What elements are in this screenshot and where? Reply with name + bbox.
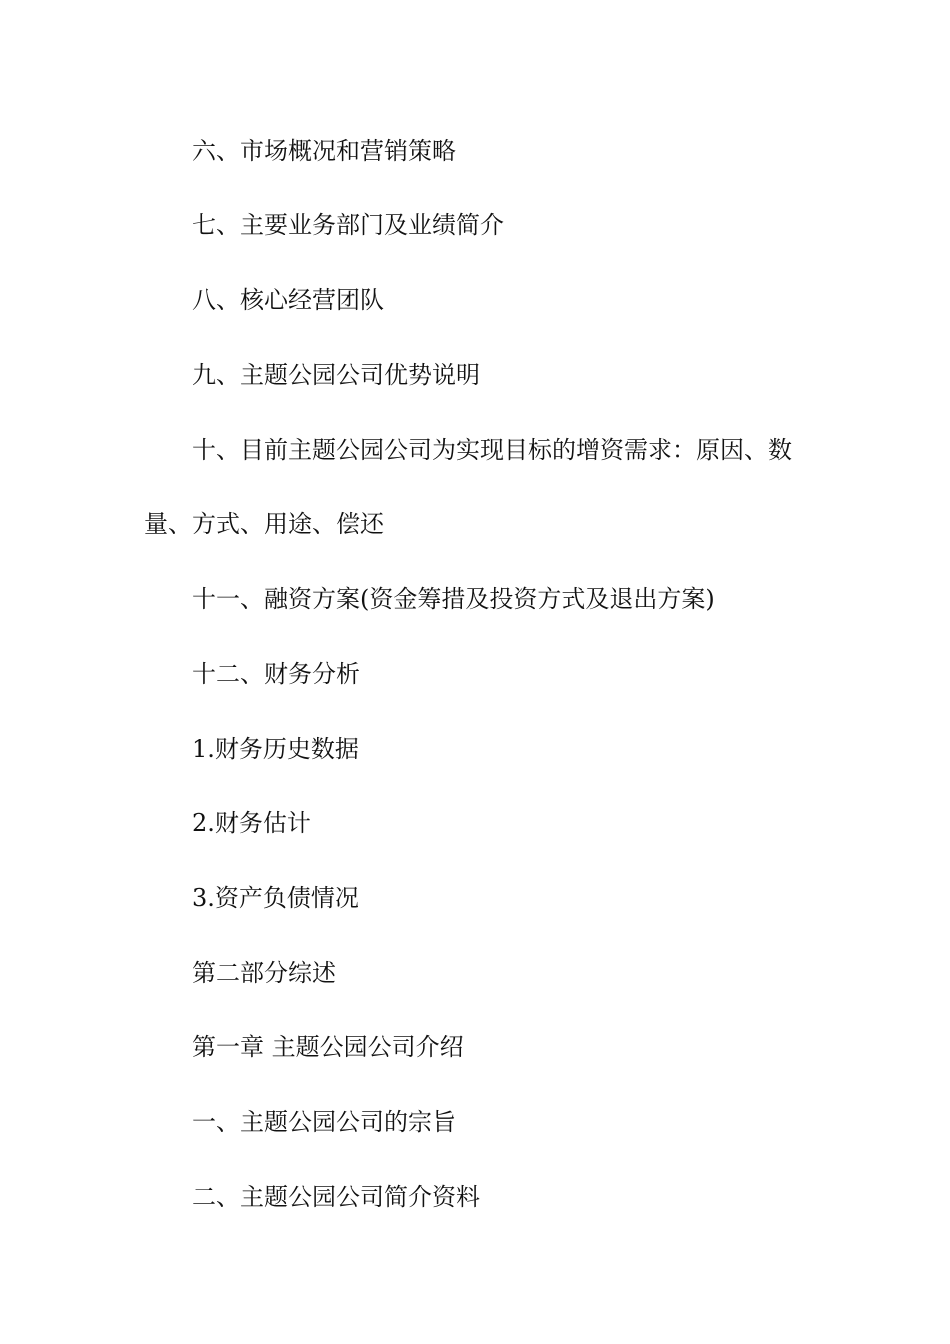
- toc-part-2: 第二部分综述: [192, 959, 336, 987]
- toc-item-10-continued: 量、方式、用途、偿还: [144, 510, 384, 538]
- toc-item-8: 八、核心经营团队: [192, 286, 384, 314]
- toc-section-2: 二、主题公园公司简介资料: [192, 1183, 480, 1211]
- toc-section-1: 一、主题公园公司的宗旨: [192, 1108, 456, 1136]
- toc-item-7: 七、主要业务部门及业绩简介: [192, 211, 504, 239]
- toc-chapter-1: 第一章 主题公园公司介绍: [192, 1033, 464, 1061]
- toc-subitem-1: 1.财务历史数据: [192, 735, 359, 763]
- toc-item-11: 十一、融资方案(资金筹措及投资方式及退出方案): [192, 585, 715, 613]
- toc-item-10: 十、目前主题公园公司为实现目标的增资需求：原因、数: [192, 436, 792, 464]
- toc-item-9: 九、主题公园公司优势说明: [192, 361, 480, 389]
- toc-subitem-2: 2.财务估计: [192, 809, 311, 837]
- toc-item-6: 六、市场概况和营销策略: [192, 137, 456, 165]
- toc-subitem-3: 3.资产负债情况: [192, 884, 359, 912]
- toc-item-12: 十二、财务分析: [192, 660, 360, 688]
